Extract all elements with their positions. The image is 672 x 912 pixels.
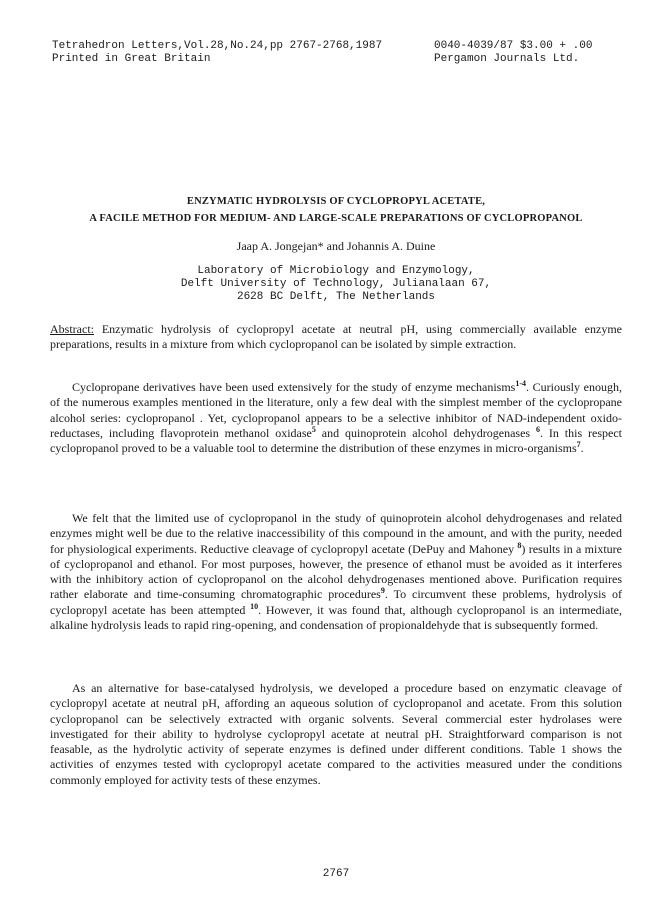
authors: Jaap A. Jongejan* and Johannis A. Duine	[236, 239, 436, 253]
citation-line: Tetrahedron Letters,Vol.28,No.24,pp 2767-2768,1987	[52, 40, 383, 52]
affiliation-line-3: 2628 BC Delft, The Netherlands	[236, 291, 436, 303]
title-line-1: ENZYMATIC HYDROLYSIS OF CYCLOPROPYL ACETATE,	[186, 196, 486, 207]
page-number: 2767	[322, 868, 350, 880]
paragraph-1-text: Cyclopropane derivatives have been used extensively for the study of enzyme mechanisms	[72, 380, 516, 394]
reference-marker: 5	[311, 424, 316, 434]
journal-header-right	[434, 40, 592, 66]
paragraph-2-text: We felt that the limited use of cyclopropanol in the study of quinoprotein alcohol dehydrogenases and related enzymes might well be due to the relative inaccessibility of this compound in the amount, and with the purity, needed for physiological experiments. Reductive cleavage of cyclopropyl acetate (DePuy and Mahoney	[50, 511, 622, 556]
paragraph-1-text: . Curiously enough, of the numerous examples mentioned in the literature, only a few deal with the simplest member of the cyclopropane alcohol series: cyclopropanol . Yet, cyclopropanol appears to be a selective inhibitor of NAD-independent oxido-reductases, including flavoprotein methanol oxidase	[50, 380, 622, 440]
reference-marker: 8	[517, 540, 522, 550]
affiliation-line-2: Delft University of Technology, Julianalaan 67,	[180, 278, 492, 290]
reference-marker: 7	[576, 440, 581, 450]
publisher-line: Pergamon Journals Ltd.	[434, 53, 580, 65]
paragraph-3	[50, 681, 622, 788]
abstract	[50, 322, 622, 353]
paragraph-3-text: As an alternative for base-catalysed hydrolysis, we developed a procedure based on enzymatic cleavage of cyclopropyl acetate at neutral pH, affording an aqueous solution of cyclopropanol and acetate. From this solution cyclopropanol can be selectively extracted with organic solvents. Several commercial ester hydrolases were investigated for their ability to hydrolyse cyclopropyl acetate at neutral pH. Straightforward comparison is not feasable, as the hydrolytic activity of seperate enzymes is defined under different conditions. Table 1 shows the activities of enzymes tested with cyclopropyl acetate compared to the activities measured under the conditions commonly employed for activity tests of these enzymes.	[50, 681, 622, 787]
journal-header-left	[52, 40, 382, 66]
paragraph-2	[50, 511, 622, 633]
abstract-text: Enzymatic hydrolysis of cyclopropyl acetate at neutral pH, using commercially available enzyme preparations, results in a mixture from which cyclopropanol can be isolated by simple extraction.	[50, 322, 622, 352]
paragraph-1	[50, 380, 622, 456]
reference-marker: 9	[380, 586, 385, 596]
reference-marker: 1-4	[515, 379, 527, 388]
paragraph-1-text: and quinoprotein alcohol dehydrogenases	[315, 425, 531, 440]
paragraph-1-text: .	[580, 441, 584, 456]
paragraph-2-text: ) results in a mixture of cyclopropanol and ethanol. For most purposes, however, the presence of ethanol must be avoided as it interferes with the inhibitory action of cyclopropanol on the alcohol dehydrogenases mentioned above. Purification requires rather elaborate and time-consuming chromatographic procedures	[50, 541, 623, 602]
title-line-2: A FACILE METHOD FOR MEDIUM- AND LARGE-SCALE PREPARATIONS OF CYCLOPROPANOL	[89, 213, 583, 224]
reference-marker: 10	[250, 601, 259, 611]
abstract-label: Abstract:	[50, 322, 94, 336]
reference-marker: 6	[535, 424, 540, 434]
paragraph-1-text: . In this respect cyclopropanol proved to be a valuable tool to determine the distribution of these enzymes in micro-organisms	[50, 425, 622, 456]
affiliation-line-1: Laboratory of Microbiology and Enzymology,	[197, 265, 475, 277]
paragraph-2-text: . To circumvent these problems, hydrolysis of cyclopropyl acetate has been attempted	[50, 587, 623, 617]
issn-price-line: 0040-4039/87 $3.00 + .00	[434, 40, 593, 52]
paragraph-2-text: . However, it was found that, although cyclopropanol is an intermediate, alkaline hydrolysis leads to rapid ring-opening, and condensation of propionaldehyde that is subsequently formed.	[50, 602, 623, 633]
printed-in-line: Printed in Great Britain	[52, 53, 211, 65]
